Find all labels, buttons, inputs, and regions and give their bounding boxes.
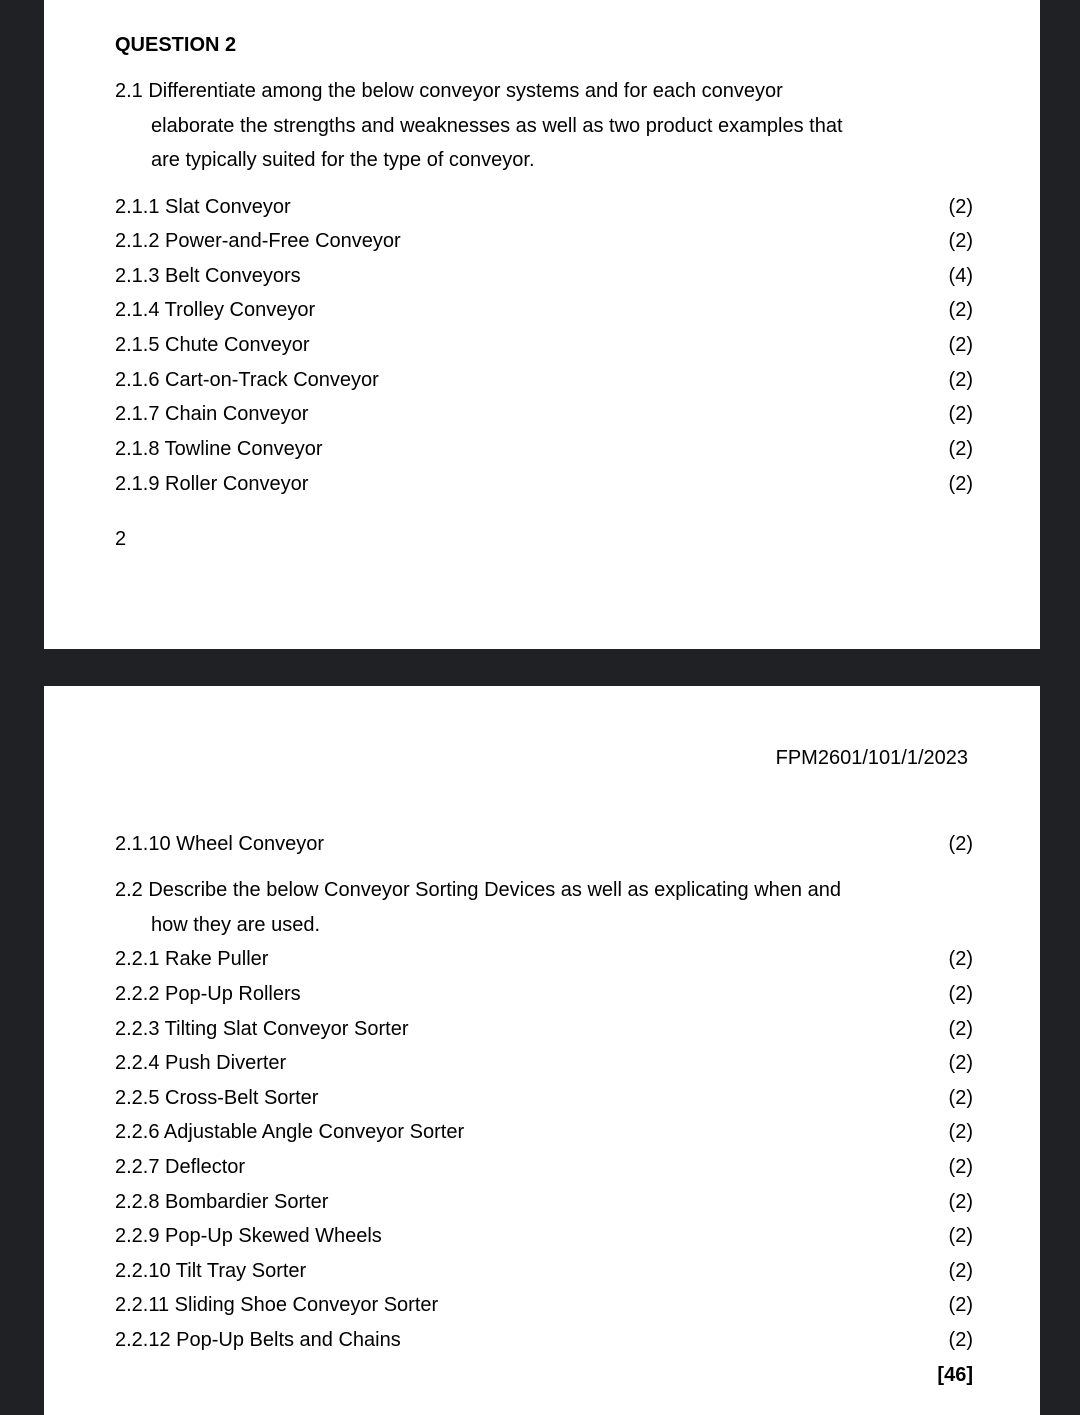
q21-text-line1: 2.1 Differentiate among the below conveyor systems and for each conveyor [115,80,783,102]
item-label: 2.2.6 Adjustable Angle Conveyor Sorter [115,1121,465,1143]
item-marks: (2) [948,1018,973,1040]
item-label: 2.1.8 Towline Conveyor [115,438,323,460]
question-title: QUESTION 2 [115,34,237,56]
item-label: 2.2.7 Deflector [115,1156,246,1178]
item-marks: (2) [948,438,973,460]
document-page-1 [44,0,1040,649]
q22-text-line1: 2.2 Describe the below Conveyor Sorting Devices as well as explicating when and [115,879,841,901]
item-marks: (2) [948,1052,973,1074]
q22-text-line2: how they are used. [151,914,320,936]
q21-text-line3: are typically suited for the type of conveyor. [151,149,535,171]
item-marks: (2) [948,196,973,218]
item-label: 2.2.5 Cross-Belt Sorter [115,1087,319,1109]
item-marks: (2) [948,1121,973,1143]
q21-text-line2: elaborate the strengths and weaknesses as well as two product examples that [151,115,843,137]
item-label: 2.2.11 Sliding Shoe Conveyor Sorter [115,1294,439,1316]
item-marks: (2) [948,983,973,1005]
item-marks: (2) [948,948,973,970]
item-label: 2.1.7 Chain Conveyor [115,403,309,425]
item-label: 2.2.9 Pop-Up Skewed Wheels [115,1225,382,1247]
item-label: 2.1.3 Belt Conveyors [115,265,301,287]
item-marks: (2) [948,1191,973,1213]
item-label: 2.2.2 Pop-Up Rollers [115,983,301,1005]
item-marks: (2) [948,1087,973,1109]
item-marks: (2) [948,403,973,425]
item-marks: (4) [948,265,973,287]
item-label: 2.2.3 Tilting Slat Conveyor Sorter [115,1018,409,1040]
page-number: 2 [115,528,127,550]
item-label: 2.2.1 Rake Puller [115,948,269,970]
item-label: 2.1.10 Wheel Conveyor [115,833,325,855]
item-label: 2.2.8 Bombardier Sorter [115,1191,329,1213]
item-marks: (2) [948,833,973,855]
total-marks: [46] [937,1364,973,1386]
item-label: 2.1.4 Trolley Conveyor [115,299,316,321]
item-marks: (2) [948,369,973,391]
document-page-2 [44,686,1040,1415]
item-label: 2.1.1 Slat Conveyor [115,196,291,218]
item-label: 2.1.5 Chute Conveyor [115,334,310,356]
item-label: 2.2.4 Push Diverter [115,1052,287,1074]
item-marks: (2) [948,1225,973,1247]
document-code-header: FPM2601/101/1/2023 [775,747,968,769]
item-marks: (2) [948,1329,973,1351]
item-label: 2.2.10 Tilt Tray Sorter [115,1260,307,1282]
item-label: 2.2.12 Pop-Up Belts and Chains [115,1329,401,1351]
item-label: 2.1.2 Power-and-Free Conveyor [115,230,401,252]
item-marks: (2) [948,230,973,252]
item-label: 2.1.9 Roller Conveyor [115,473,309,495]
item-marks: (2) [948,334,973,356]
item-marks: (2) [948,473,973,495]
item-label: 2.1.6 Cart-on-Track Conveyor [115,369,379,391]
item-marks: (2) [948,1260,973,1282]
item-marks: (2) [948,1156,973,1178]
item-marks: (2) [948,1294,973,1316]
item-marks: (2) [948,299,973,321]
